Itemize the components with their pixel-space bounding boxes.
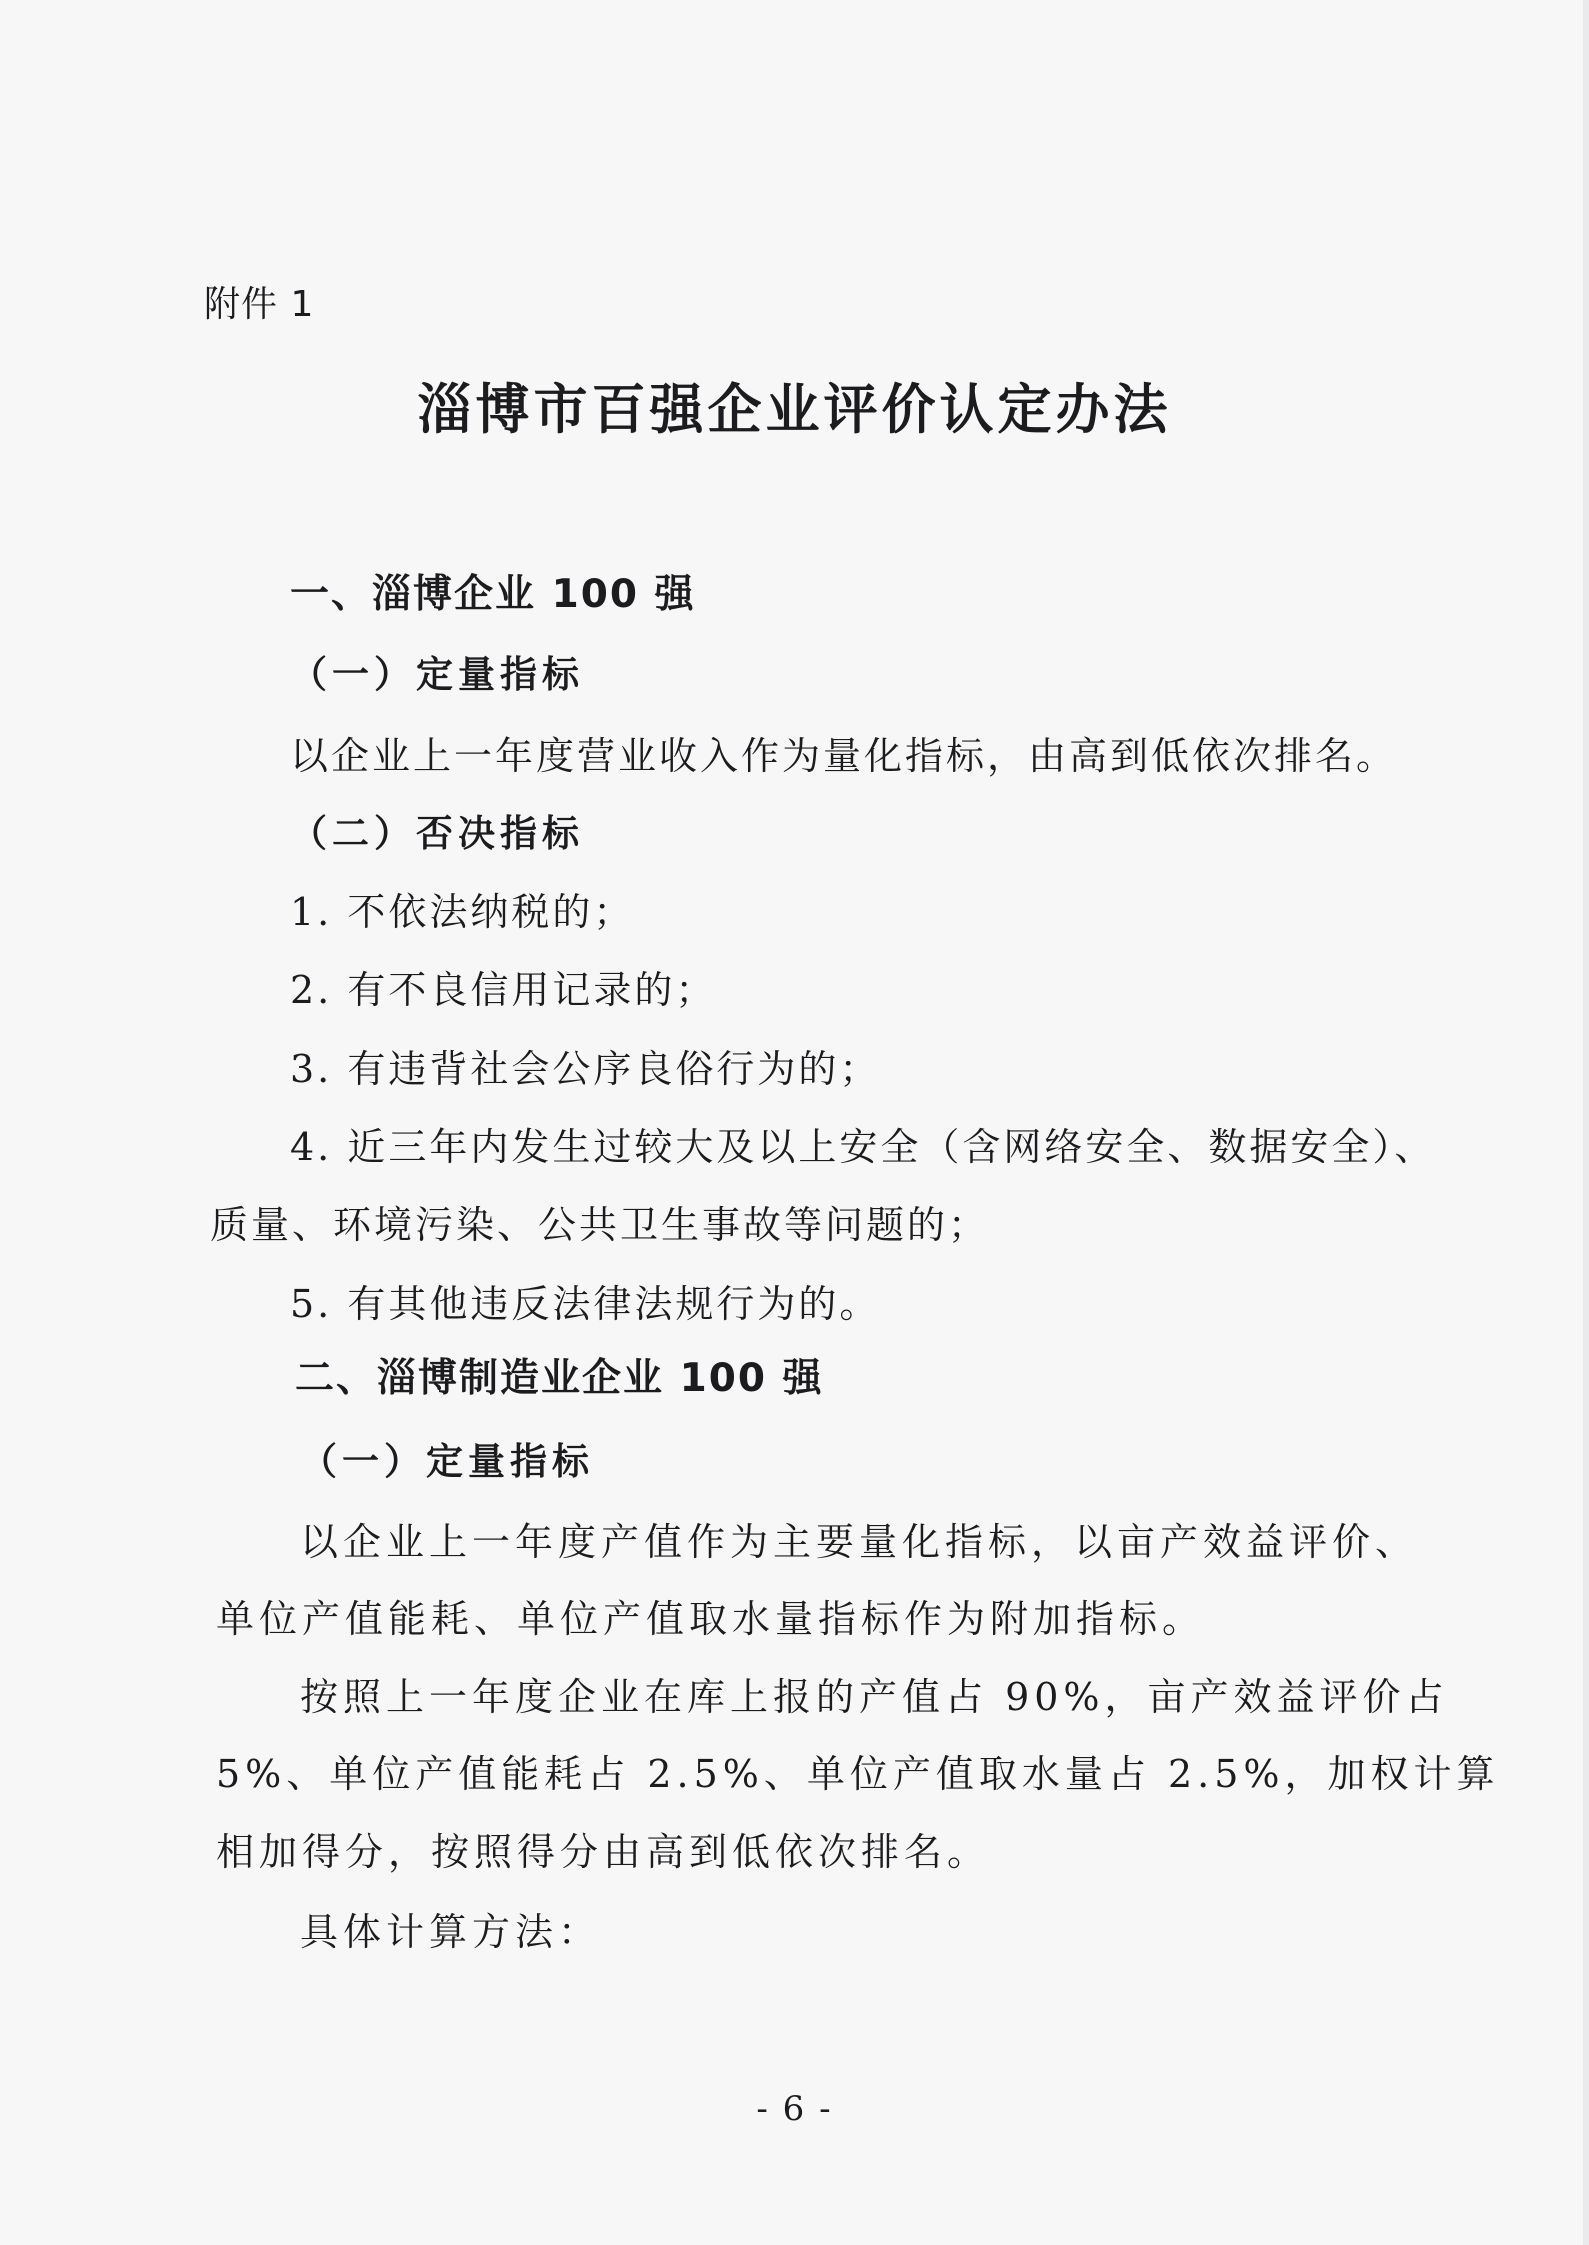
veto-item-4-line2: 质量、环境污染、公共卫生事故等问题的； [210,1203,990,1247]
page-number: - 6 - [756,2089,833,2129]
veto-item-5: 5. 有其他违反法律法规行为的。 [290,1282,881,1326]
section2-para2-line1: 按照上一年度企业在库上报的产值占 90%，亩产效益评价占 [300,1675,1449,1719]
section2-para2-line2: 5%、单位产值能耗占 2.5%、单位产值取水量占 2.5%，加权计算 [216,1752,1500,1796]
section2-para2-line3: 相加得分，按照得分由高到低依次排名。 [216,1830,991,1874]
veto-item-1: 1. 不依法纳税的； [290,890,635,934]
section1-heading: 一、淄博企业 100 强 [290,572,696,617]
attachment-label: 附件 1 [204,284,315,325]
section2-para3: 具体计算方法： [300,1910,602,1954]
veto-item-2: 2. 有不良信用记录的； [290,968,717,1012]
section2-sub1-heading: （一）定量指标 [300,1439,594,1483]
section2-para1-line1: 以企业上一年度产值作为主要量化指标，以亩产效益评价、 [300,1520,1419,1564]
section1-sub1-text: 以企业上一年度营业收入作为量化指标，由高到低依次排名。 [290,734,1398,778]
veto-item-4-line1: 4. 近三年内发生过较大及以上安全（含网络安全、数据安全）、 [290,1125,1436,1169]
document-title-text: 淄博市百强企业评价认定办法 [417,378,1172,441]
document-title [0,378,1589,441]
section2-heading: 二、淄博制造业企业 100 强 [295,1356,824,1401]
section1-sub2-heading: （二）否决指标 [290,811,584,855]
section1-sub1-heading: （一）定量指标 [290,652,584,696]
section2-para1-line2: 单位产值能耗、单位产值取水量指标作为附加指标。 [216,1597,1206,1641]
veto-item-3: 3. 有违背社会公序良俗行为的； [290,1047,881,1091]
scan-edge [1583,0,1589,2245]
